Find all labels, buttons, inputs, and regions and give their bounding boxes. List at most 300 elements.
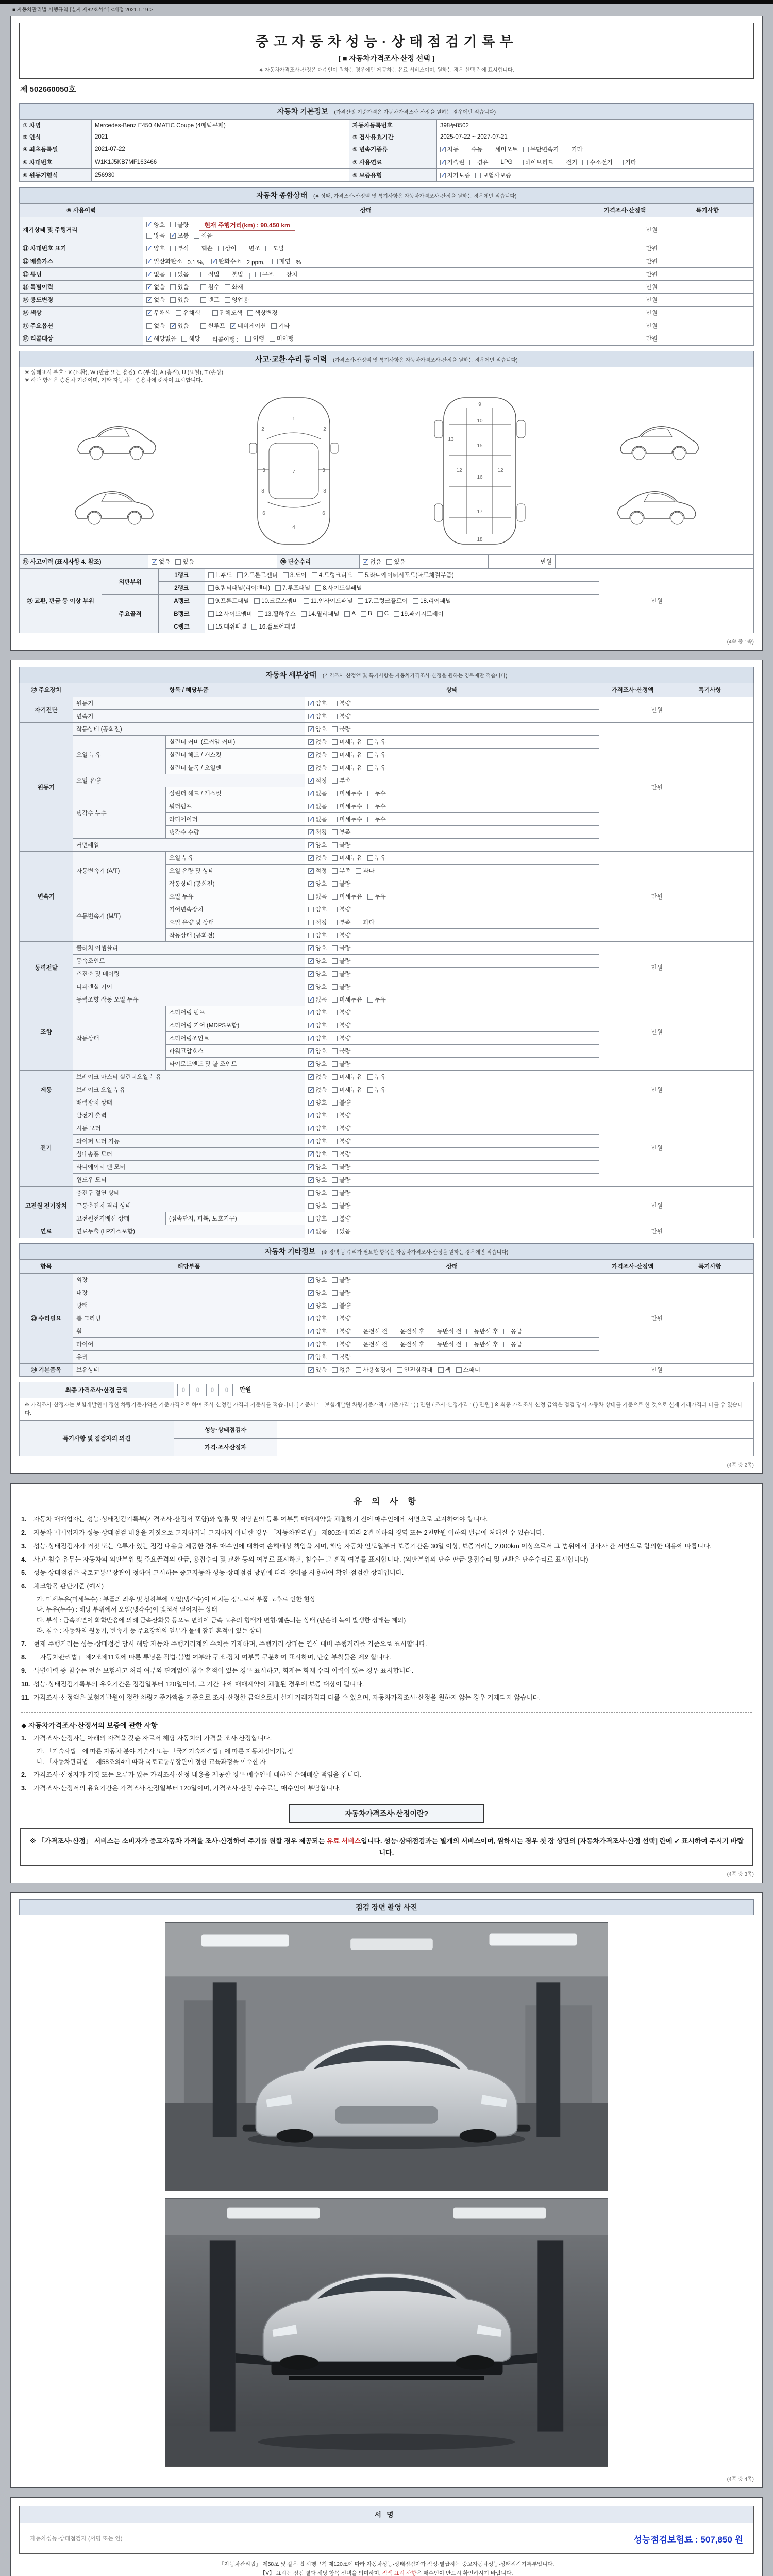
- checkbox-option[interactable]: [194, 244, 212, 252]
- signature-placeholder[interactable]: 자동차성능·상태점검자 (서명 또는 인): [30, 2536, 123, 2543]
- checkbox-unchecked-icon[interactable]: [332, 1164, 338, 1170]
- checkbox-option[interactable]: [251, 622, 296, 631]
- checkbox-option[interactable]: [308, 867, 327, 875]
- checkbox-option[interactable]: [308, 1176, 327, 1184]
- checkbox-checked-icon[interactable]: [308, 791, 314, 796]
- checkbox-option[interactable]: [170, 244, 189, 252]
- checkbox-option[interactable]: [146, 334, 176, 343]
- checkbox-option[interactable]: [332, 1227, 350, 1235]
- checkbox-option[interactable]: [367, 802, 386, 810]
- checkbox-unchecked-icon[interactable]: [308, 1216, 314, 1222]
- checkbox-checked-icon[interactable]: [308, 945, 314, 951]
- checkbox-option[interactable]: [308, 1340, 327, 1348]
- checkbox-unchecked-icon[interactable]: [271, 323, 277, 329]
- checkbox-unchecked-icon[interactable]: [358, 572, 363, 578]
- checkbox-option[interactable]: [344, 611, 356, 617]
- checkbox-unchecked-icon[interactable]: [394, 611, 399, 617]
- checkbox-option[interactable]: [440, 145, 459, 154]
- checkbox-unchecked-icon[interactable]: [247, 310, 253, 316]
- checkbox-option[interactable]: [208, 609, 253, 618]
- checkbox-option[interactable]: [170, 270, 189, 278]
- checkbox-option[interactable]: [279, 270, 297, 278]
- checkbox-unchecked-icon[interactable]: [208, 572, 214, 578]
- checkbox-option[interactable]: [308, 1314, 327, 1323]
- checkbox-unchecked-icon[interactable]: [469, 160, 475, 165]
- checkbox-unchecked-icon[interactable]: [332, 1354, 338, 1360]
- checkbox-option[interactable]: [464, 145, 482, 154]
- checkbox-unchecked-icon[interactable]: [200, 323, 206, 329]
- checkbox-unchecked-icon[interactable]: [170, 246, 176, 251]
- checkbox-unchecked-icon[interactable]: [332, 1061, 338, 1067]
- checkbox-option[interactable]: [208, 622, 246, 631]
- checkbox-unchecked-icon[interactable]: [494, 160, 499, 165]
- checkbox-option[interactable]: [332, 1327, 350, 1335]
- checkbox-unchecked-icon[interactable]: [332, 1329, 338, 1334]
- checkbox-checked-icon[interactable]: [308, 778, 314, 784]
- checkbox-unchecked-icon[interactable]: [393, 1342, 398, 1347]
- checkbox-unchecked-icon[interactable]: [367, 1074, 373, 1080]
- checkbox-option[interactable]: [271, 321, 290, 330]
- checkbox-option[interactable]: [332, 1163, 350, 1171]
- checkbox-option[interactable]: [308, 1201, 327, 1210]
- checkbox-unchecked-icon[interactable]: [332, 1203, 338, 1209]
- checkbox-option[interactable]: [503, 1340, 522, 1348]
- checkbox-option[interactable]: [308, 970, 327, 978]
- checkbox-unchecked-icon[interactable]: [208, 585, 214, 591]
- checkbox-option[interactable]: [308, 1047, 327, 1055]
- checkbox-option[interactable]: [272, 257, 291, 265]
- checkbox-option[interactable]: [308, 1227, 327, 1235]
- checkbox-unchecked-icon[interactable]: [332, 701, 338, 706]
- checkbox-checked-icon[interactable]: [308, 1277, 314, 1283]
- checkbox-unchecked-icon[interactable]: [332, 714, 338, 719]
- checkbox-option[interactable]: [230, 321, 266, 330]
- checkbox-unchecked-icon[interactable]: [386, 559, 392, 565]
- checkbox-option[interactable]: [332, 1189, 350, 1197]
- checkbox-option[interactable]: [308, 931, 327, 939]
- checkbox-checked-icon[interactable]: [308, 752, 314, 758]
- checkbox-unchecked-icon[interactable]: [466, 1329, 472, 1334]
- checkbox-unchecked-icon[interactable]: [146, 233, 152, 239]
- checkbox-option[interactable]: [332, 1314, 350, 1323]
- checkbox-unchecked-icon[interactable]: [332, 842, 338, 848]
- checkbox-unchecked-icon[interactable]: [308, 920, 314, 925]
- checkbox-option[interactable]: [332, 1276, 350, 1284]
- checkbox-option[interactable]: [358, 571, 454, 579]
- checkbox-option[interactable]: [503, 1327, 522, 1335]
- checkbox-option[interactable]: [332, 712, 350, 720]
- checkbox-option[interactable]: [356, 918, 374, 926]
- checkbox-checked-icon[interactable]: [308, 881, 314, 887]
- checkbox-unchecked-icon[interactable]: [170, 284, 176, 290]
- checkbox-option[interactable]: [308, 1086, 327, 1094]
- checkbox-option[interactable]: [308, 1150, 327, 1158]
- checkbox-option[interactable]: [367, 892, 386, 901]
- checkbox-option[interactable]: [332, 1353, 350, 1361]
- checkbox-unchecked-icon[interactable]: [367, 804, 373, 809]
- checkbox-option[interactable]: [308, 828, 327, 836]
- checkbox-checked-icon[interactable]: [146, 336, 152, 342]
- checkbox-option[interactable]: [308, 776, 327, 785]
- checkbox-option[interactable]: [367, 751, 386, 759]
- checkbox-option[interactable]: [332, 982, 350, 991]
- checkbox-unchecked-icon[interactable]: [332, 1087, 338, 1093]
- checkbox-option[interactable]: [332, 1366, 350, 1374]
- checkbox-option[interactable]: [308, 1327, 327, 1335]
- checkbox-option[interactable]: [308, 1111, 327, 1120]
- checkbox-option[interactable]: [430, 1327, 462, 1335]
- checkbox-checked-icon[interactable]: [146, 246, 152, 251]
- checkbox-option[interactable]: [440, 171, 470, 179]
- checkbox-option[interactable]: [358, 597, 408, 605]
- checkbox-option[interactable]: [275, 584, 310, 592]
- checkbox-option[interactable]: [332, 738, 362, 746]
- checkbox-option[interactable]: [367, 995, 386, 1004]
- checkbox-checked-icon[interactable]: [308, 1177, 314, 1183]
- checkbox-unchecked-icon[interactable]: [332, 1303, 338, 1309]
- checkbox-unchecked-icon[interactable]: [332, 829, 338, 835]
- checkbox-option[interactable]: [304, 597, 353, 605]
- checkbox-checked-icon[interactable]: [440, 173, 446, 178]
- checkbox-unchecked-icon[interactable]: [200, 284, 206, 290]
- checkbox-option[interactable]: [308, 1008, 327, 1016]
- checkbox-unchecked-icon[interactable]: [430, 1342, 435, 1347]
- checkbox-option[interactable]: [208, 571, 232, 579]
- checkbox-option[interactable]: [559, 158, 577, 166]
- checkbox-unchecked-icon[interactable]: [332, 726, 338, 732]
- checkbox-option[interactable]: [488, 145, 517, 154]
- checkbox-option[interactable]: [237, 571, 278, 579]
- checkbox-option[interactable]: [332, 1047, 350, 1055]
- checkbox-unchecked-icon[interactable]: [312, 572, 317, 578]
- checkbox-unchecked-icon[interactable]: [242, 246, 247, 251]
- checkbox-option[interactable]: [315, 584, 362, 592]
- checkbox-unchecked-icon[interactable]: [413, 598, 418, 604]
- checkbox-unchecked-icon[interactable]: [212, 310, 218, 316]
- checkbox-option[interactable]: [308, 892, 327, 901]
- checkbox-option[interactable]: [393, 1327, 425, 1335]
- checkbox-unchecked-icon[interactable]: [301, 611, 307, 617]
- checkbox-option[interactable]: [308, 699, 327, 707]
- checkbox-checked-icon[interactable]: [308, 1151, 314, 1157]
- checkbox-option[interactable]: [308, 712, 327, 720]
- checkbox-option[interactable]: [332, 789, 362, 798]
- checkbox-unchecked-icon[interactable]: [194, 233, 199, 239]
- checkbox-option[interactable]: [170, 231, 189, 240]
- checkbox-unchecked-icon[interactable]: [332, 971, 338, 977]
- checkbox-option[interactable]: [332, 1214, 350, 1223]
- checkbox-unchecked-icon[interactable]: [308, 1203, 314, 1209]
- checkbox-option[interactable]: [523, 145, 559, 154]
- checkbox-option[interactable]: [332, 725, 350, 733]
- checkbox-unchecked-icon[interactable]: [332, 1190, 338, 1196]
- checkbox-checked-icon[interactable]: [308, 1061, 314, 1067]
- checkbox-unchecked-icon[interactable]: [464, 147, 469, 152]
- checkbox-unchecked-icon[interactable]: [356, 920, 361, 925]
- checkbox-unchecked-icon[interactable]: [332, 1100, 338, 1106]
- checkbox-option[interactable]: [308, 1098, 327, 1107]
- checkbox-unchecked-icon[interactable]: [564, 147, 569, 152]
- checkbox-option[interactable]: [332, 1137, 350, 1145]
- checkbox-option[interactable]: [456, 1366, 480, 1374]
- checkbox-unchecked-icon[interactable]: [308, 907, 314, 912]
- checkbox-option[interactable]: [332, 879, 350, 888]
- checkbox-option[interactable]: [258, 609, 296, 618]
- checkbox-option[interactable]: [208, 584, 270, 592]
- checkbox-option[interactable]: [332, 867, 350, 875]
- checkbox-checked-icon[interactable]: [308, 1164, 314, 1170]
- checkbox-option[interactable]: [332, 1150, 350, 1158]
- checkbox-unchecked-icon[interactable]: [332, 1048, 338, 1054]
- checkbox-option[interactable]: [332, 854, 362, 862]
- checkbox-checked-icon[interactable]: [146, 222, 152, 227]
- checkbox-unchecked-icon[interactable]: [332, 1229, 338, 1234]
- checkbox-option[interactable]: [332, 995, 362, 1004]
- checkbox-option[interactable]: [200, 270, 219, 278]
- checkbox-unchecked-icon[interactable]: [344, 611, 350, 617]
- checkbox-checked-icon[interactable]: [308, 958, 314, 964]
- checkbox-checked-icon[interactable]: [152, 559, 157, 565]
- checkbox-option[interactable]: [308, 1366, 327, 1374]
- checkbox-unchecked-icon[interactable]: [170, 297, 176, 303]
- checkbox-unchecked-icon[interactable]: [332, 984, 338, 990]
- checkbox-option[interactable]: [301, 609, 339, 618]
- checkbox-unchecked-icon[interactable]: [332, 933, 338, 938]
- checkbox-option[interactable]: [225, 296, 249, 304]
- checkbox-option[interactable]: [308, 1276, 327, 1284]
- checkbox-checked-icon[interactable]: [211, 259, 217, 264]
- checkbox-option[interactable]: [356, 1340, 388, 1348]
- checkbox-option[interactable]: [308, 982, 327, 991]
- checkbox-option[interactable]: [308, 944, 327, 952]
- checkbox-option[interactable]: [582, 158, 612, 166]
- checkbox-option[interactable]: [211, 257, 241, 265]
- checkbox-option[interactable]: [308, 751, 327, 759]
- checkbox-option[interactable]: [146, 270, 165, 278]
- checkbox-unchecked-icon[interactable]: [208, 611, 214, 617]
- checkbox-checked-icon[interactable]: [146, 297, 152, 303]
- checkbox-unchecked-icon[interactable]: [367, 894, 373, 900]
- checkbox-option[interactable]: [367, 1073, 386, 1081]
- checkbox-unchecked-icon[interactable]: [332, 997, 338, 1003]
- checkbox-option[interactable]: [466, 1340, 498, 1348]
- checkbox-checked-icon[interactable]: [308, 714, 314, 719]
- checkbox-unchecked-icon[interactable]: [356, 1367, 361, 1373]
- checkbox-unchecked-icon[interactable]: [308, 933, 314, 938]
- checkbox-unchecked-icon[interactable]: [332, 958, 338, 964]
- checkbox-checked-icon[interactable]: [308, 765, 314, 771]
- checkbox-unchecked-icon[interactable]: [332, 1126, 338, 1131]
- checkbox-unchecked-icon[interactable]: [283, 572, 289, 578]
- checkbox-option[interactable]: [438, 1366, 451, 1374]
- checkbox-option[interactable]: [367, 738, 386, 746]
- checkbox-option[interactable]: [152, 557, 170, 566]
- checkbox-option[interactable]: [332, 815, 362, 823]
- checkbox-option[interactable]: [254, 597, 298, 605]
- checkbox-option[interactable]: [308, 1301, 327, 1310]
- checkbox-option[interactable]: [308, 1137, 327, 1145]
- checkbox-option[interactable]: [308, 1189, 327, 1197]
- checkbox-option[interactable]: [361, 611, 372, 617]
- checkbox-checked-icon[interactable]: [308, 1048, 314, 1054]
- checkbox-unchecked-icon[interactable]: [397, 1367, 402, 1373]
- checkbox-option[interactable]: [255, 270, 274, 278]
- appraiser-opinion-cell[interactable]: [277, 1438, 754, 1456]
- checkbox-option[interactable]: [332, 699, 350, 707]
- checkbox-option[interactable]: [308, 995, 327, 1004]
- checkbox-unchecked-icon[interactable]: [332, 1010, 338, 1015]
- checkbox-unchecked-icon[interactable]: [332, 1151, 338, 1157]
- checkbox-unchecked-icon[interactable]: [488, 147, 493, 152]
- checkbox-unchecked-icon[interactable]: [332, 817, 338, 822]
- inspector-opinion-cell[interactable]: [277, 1421, 754, 1438]
- checkbox-unchecked-icon[interactable]: [332, 1367, 338, 1373]
- checkbox-checked-icon[interactable]: [440, 147, 446, 152]
- checkbox-option[interactable]: [308, 1060, 327, 1068]
- checkbox-unchecked-icon[interactable]: [456, 1367, 462, 1373]
- checkbox-option[interactable]: [308, 1073, 327, 1081]
- checkbox-checked-icon[interactable]: [308, 1316, 314, 1321]
- checkbox-option[interactable]: [332, 828, 350, 836]
- checkbox-option[interactable]: [332, 1176, 350, 1184]
- checkbox-unchecked-icon[interactable]: [332, 1113, 338, 1118]
- checkbox-option[interactable]: [308, 1289, 327, 1297]
- checkbox-option[interactable]: [332, 776, 350, 785]
- checkbox-unchecked-icon[interactable]: [332, 1036, 338, 1041]
- checkbox-unchecked-icon[interactable]: [503, 1342, 509, 1347]
- checkbox-unchecked-icon[interactable]: [367, 855, 373, 861]
- checkbox-unchecked-icon[interactable]: [466, 1342, 472, 1347]
- checkbox-option[interactable]: [367, 764, 386, 772]
- checkbox-unchecked-icon[interactable]: [332, 1074, 338, 1080]
- checkbox-option[interactable]: [332, 1034, 350, 1042]
- checkbox-option[interactable]: [146, 283, 165, 291]
- checkbox-option[interactable]: [200, 296, 219, 304]
- checkbox-unchecked-icon[interactable]: [315, 585, 321, 591]
- checkbox-option[interactable]: [308, 802, 327, 810]
- checkbox-option[interactable]: [308, 1124, 327, 1132]
- checkbox-unchecked-icon[interactable]: [275, 585, 281, 591]
- checkbox-unchecked-icon[interactable]: [332, 739, 338, 745]
- checkbox-unchecked-icon[interactable]: [332, 791, 338, 796]
- checkbox-option[interactable]: [200, 321, 225, 330]
- checkbox-unchecked-icon[interactable]: [308, 894, 314, 900]
- checkbox-unchecked-icon[interactable]: [475, 173, 481, 178]
- checkbox-unchecked-icon[interactable]: [218, 246, 224, 251]
- checkbox-unchecked-icon[interactable]: [332, 1177, 338, 1183]
- checkbox-option[interactable]: [146, 296, 165, 304]
- checkbox-option[interactable]: [332, 957, 350, 965]
- checkbox-unchecked-icon[interactable]: [503, 1329, 509, 1334]
- checkbox-unchecked-icon[interactable]: [237, 572, 243, 578]
- checkbox-checked-icon[interactable]: [308, 829, 314, 835]
- checkbox-checked-icon[interactable]: [308, 1229, 314, 1234]
- checkbox-unchecked-icon[interactable]: [618, 160, 624, 165]
- checkbox-option[interactable]: [332, 1340, 350, 1348]
- checkbox-checked-icon[interactable]: [440, 160, 446, 165]
- checkbox-option[interactable]: [332, 970, 350, 978]
- checkbox-unchecked-icon[interactable]: [170, 222, 176, 227]
- checkbox-option[interactable]: [332, 751, 362, 759]
- checkbox-unchecked-icon[interactable]: [332, 920, 338, 925]
- checkbox-option[interactable]: [430, 1340, 462, 1348]
- checkbox-checked-icon[interactable]: [308, 971, 314, 977]
- checkbox-checked-icon[interactable]: [230, 323, 236, 329]
- checkbox-checked-icon[interactable]: [308, 997, 314, 1003]
- checkbox-option[interactable]: [242, 244, 260, 252]
- checkbox-unchecked-icon[interactable]: [332, 1216, 338, 1222]
- checkbox-unchecked-icon[interactable]: [332, 1277, 338, 1283]
- checkbox-option[interactable]: [413, 597, 451, 605]
- checkbox-option[interactable]: [332, 944, 350, 952]
- checkbox-option[interactable]: [225, 270, 243, 278]
- checkbox-unchecked-icon[interactable]: [279, 272, 284, 277]
- checkbox-option[interactable]: [332, 1301, 350, 1310]
- checkbox-unchecked-icon[interactable]: [523, 147, 529, 152]
- checkbox-checked-icon[interactable]: [308, 855, 314, 861]
- checkbox-unchecked-icon[interactable]: [332, 804, 338, 809]
- checkbox-option[interactable]: [170, 321, 189, 330]
- checkbox-unchecked-icon[interactable]: [356, 868, 361, 874]
- checkbox-option[interactable]: [245, 334, 264, 343]
- checkbox-option[interactable]: [200, 283, 219, 291]
- checkbox-unchecked-icon[interactable]: [258, 611, 263, 617]
- checkbox-option[interactable]: [308, 957, 327, 965]
- checkbox-checked-icon[interactable]: [146, 259, 152, 264]
- checkbox-option[interactable]: [518, 158, 554, 166]
- checkbox-option[interactable]: [367, 854, 386, 862]
- checkbox-unchecked-icon[interactable]: [254, 598, 260, 604]
- checkbox-unchecked-icon[interactable]: [582, 160, 588, 165]
- checkbox-checked-icon[interactable]: [308, 1303, 314, 1309]
- checkbox-option[interactable]: [332, 1008, 350, 1016]
- checkbox-unchecked-icon[interactable]: [304, 598, 309, 604]
- checkbox-unchecked-icon[interactable]: [332, 881, 338, 887]
- checkbox-option[interactable]: [332, 892, 362, 901]
- checkbox-option[interactable]: [265, 244, 284, 252]
- checkbox-unchecked-icon[interactable]: [265, 246, 271, 251]
- checkbox-option[interactable]: [308, 1021, 327, 1029]
- checkbox-unchecked-icon[interactable]: [332, 752, 338, 758]
- checkbox-option[interactable]: [146, 321, 165, 330]
- checkbox-option[interactable]: [170, 221, 189, 229]
- checkbox-unchecked-icon[interactable]: [200, 297, 206, 303]
- checkbox-unchecked-icon[interactable]: [272, 259, 278, 264]
- checkbox-checked-icon[interactable]: [308, 726, 314, 732]
- checkbox-option[interactable]: [332, 1201, 350, 1210]
- checkbox-option[interactable]: [332, 918, 350, 926]
- checkbox-unchecked-icon[interactable]: [332, 855, 338, 861]
- checkbox-option[interactable]: [308, 725, 327, 733]
- checkbox-option[interactable]: [394, 609, 444, 618]
- checkbox-checked-icon[interactable]: [308, 1354, 314, 1360]
- checkbox-checked-icon[interactable]: [308, 1074, 314, 1080]
- checkbox-unchecked-icon[interactable]: [270, 336, 275, 342]
- checkbox-option[interactable]: [247, 309, 277, 317]
- checkbox-unchecked-icon[interactable]: [358, 598, 363, 604]
- checkbox-option[interactable]: [175, 557, 194, 566]
- checkbox-option[interactable]: [146, 309, 171, 317]
- checkbox-option[interactable]: [308, 738, 327, 746]
- checkbox-unchecked-icon[interactable]: [332, 765, 338, 771]
- checkbox-unchecked-icon[interactable]: [245, 336, 251, 342]
- checkbox-checked-icon[interactable]: [308, 1139, 314, 1144]
- checkbox-option[interactable]: [170, 283, 189, 291]
- checkbox-checked-icon[interactable]: [170, 323, 176, 329]
- checkbox-option[interactable]: [308, 1163, 327, 1171]
- checkbox-checked-icon[interactable]: [146, 284, 152, 290]
- checkbox-option[interactable]: [308, 815, 327, 823]
